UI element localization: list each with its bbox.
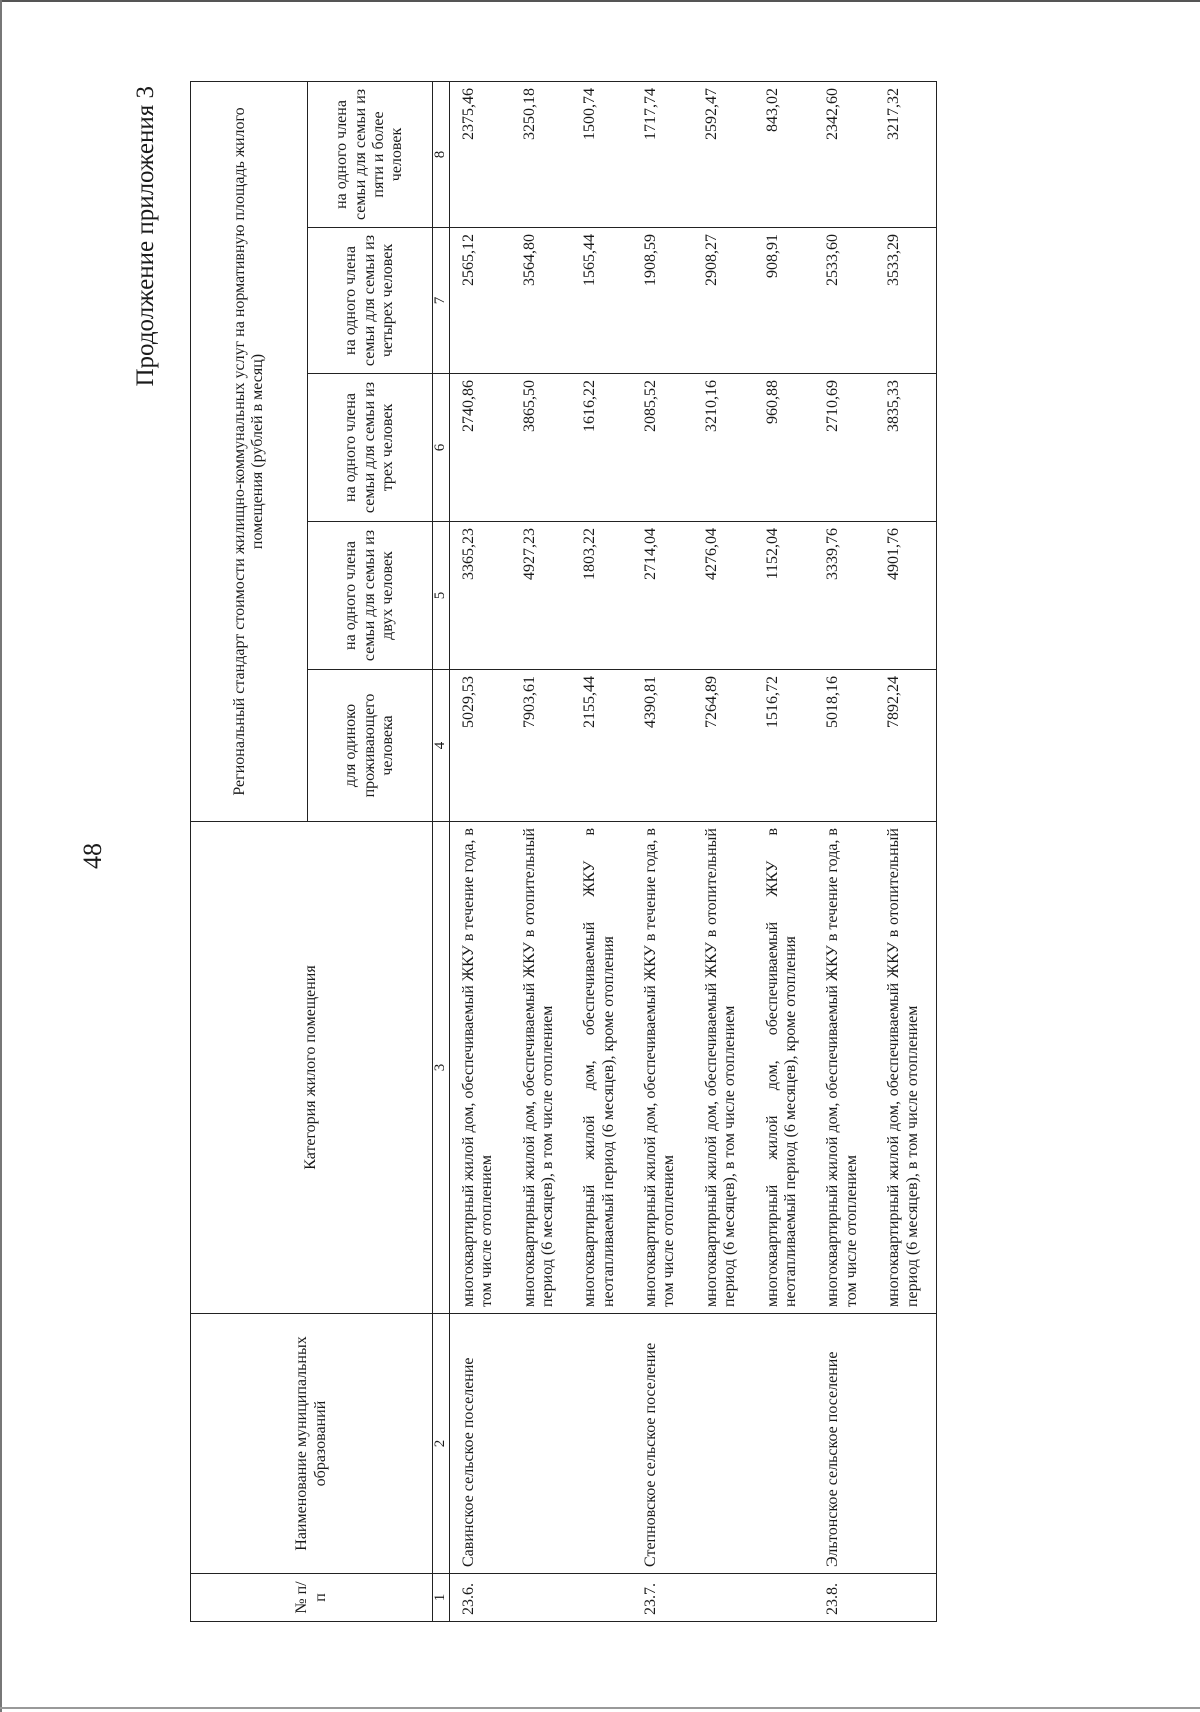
value-two: 4901,76 — [875, 522, 936, 670]
document-page — [70, 50, 1130, 1662]
row-number — [511, 1574, 572, 1622]
header-sub-three: на одного члена семьи для семьи из трех человек — [308, 374, 433, 522]
row-number — [693, 1574, 754, 1622]
value-five: 1717,74 — [632, 81, 693, 227]
table-header — [191, 81, 450, 1621]
value-single: 2155,44 — [571, 670, 632, 822]
municipality-name — [754, 1314, 815, 1574]
header-no: № п/п — [191, 1574, 433, 1622]
value-four: 1565,44 — [571, 228, 632, 374]
row-number: 23.7. — [632, 1574, 693, 1622]
table-row — [511, 81, 572, 1621]
value-four: 908,91 — [754, 228, 815, 374]
value-single: 7264,89 — [693, 670, 754, 822]
housing-category: многоквартирный жилой дом, обеспечиваемый ЖКУ в отопительный период (6 месяцев), в том числе отоплением — [511, 822, 572, 1314]
value-four: 2908,27 — [693, 228, 754, 374]
value-five: 3217,32 — [875, 81, 936, 227]
housing-category: многоквартирный жилой дом, обеспечиваемый ЖКУ в течение года, в том числе отоплением — [449, 822, 510, 1314]
page-number: 48 — [78, 843, 107, 869]
table-row — [814, 81, 875, 1621]
value-four: 3533,29 — [875, 228, 936, 374]
row-number: 23.6. — [449, 1574, 510, 1622]
value-three: 3835,33 — [875, 374, 936, 522]
col-number: 1 — [433, 1574, 450, 1622]
col-number: 5 — [433, 522, 450, 670]
housing-category: многоквартирный жилой дом, обеспечиваемый ЖКУ в течение года, в том числе отоплением — [814, 822, 875, 1314]
header-standard: Региональный стандарт стоимости жилищно-коммунальных услуг на нормативную площадь жилого помещения (рублей в месяц) — [191, 81, 308, 821]
table-row — [571, 81, 632, 1621]
scan-edge-left — [0, 0, 2, 1712]
municipality-name: Савинское сельское поселение — [449, 1314, 510, 1574]
col-number: 3 — [433, 822, 450, 1314]
header-sub-five: на одного члена семьи для семьи из пяти и более человек — [308, 81, 433, 227]
value-two: 4927,23 — [511, 522, 572, 670]
value-two: 3365,23 — [449, 522, 510, 670]
standards-table — [190, 81, 937, 1622]
table-row — [754, 81, 815, 1621]
municipality-name — [571, 1314, 632, 1574]
table-row — [875, 81, 936, 1621]
col-number: 7 — [433, 228, 450, 374]
municipality-name — [875, 1314, 936, 1574]
housing-category: многоквартирный жилой дом, обеспечиваемый ЖКУ в неотапливаемый период (6 месяцев), кроме отопления — [571, 822, 632, 1314]
value-five: 2592,47 — [693, 81, 754, 227]
value-five: 843,02 — [754, 81, 815, 227]
value-single: 5029,53 — [449, 670, 510, 822]
row-number — [571, 1574, 632, 1622]
value-five: 1500,74 — [571, 81, 632, 227]
appendix-note: Продолжение приложения 3 — [132, 86, 159, 387]
row-number — [875, 1574, 936, 1622]
municipality-name: Степновское сельское поселение — [632, 1314, 693, 1574]
col-number: 4 — [433, 670, 450, 822]
municipality-name — [693, 1314, 754, 1574]
col-number: 6 — [433, 374, 450, 522]
table-body — [449, 81, 936, 1621]
value-three: 2710,69 — [814, 374, 875, 522]
value-four: 2565,12 — [449, 228, 510, 374]
value-two: 1152,04 — [754, 522, 815, 670]
value-three: 1616,22 — [571, 374, 632, 522]
table-row — [632, 81, 693, 1621]
header-category: Категория жилого помещения — [191, 822, 433, 1314]
housing-category: многоквартирный жилой дом, обеспечиваемый ЖКУ в отопительный период (6 месяцев), в том числе отоплением — [875, 822, 936, 1314]
value-three: 960,88 — [754, 374, 815, 522]
header-municipality: Наименование муниципальных образований — [191, 1314, 433, 1574]
value-three: 3865,50 — [511, 374, 572, 522]
value-four: 3564,80 — [511, 228, 572, 374]
value-four: 1908,59 — [632, 228, 693, 374]
scan-edge-bottom — [0, 1707, 1200, 1709]
value-five: 2375,46 — [449, 81, 510, 227]
value-two: 2714,04 — [632, 522, 693, 670]
row-number: 23.8. — [814, 1574, 875, 1622]
row-number — [754, 1574, 815, 1622]
col-number: 2 — [433, 1314, 450, 1574]
value-three: 2740,86 — [449, 374, 510, 522]
value-single: 7903,61 — [511, 670, 572, 822]
value-two: 3339,76 — [814, 522, 875, 670]
value-single: 5018,16 — [814, 670, 875, 822]
municipality-name: Эльтонское сельское поселение — [814, 1314, 875, 1574]
value-five: 2342,60 — [814, 81, 875, 227]
value-four: 2533,60 — [814, 228, 875, 374]
value-single: 1516,72 — [754, 670, 815, 822]
table-row — [449, 81, 510, 1621]
scan-edge-top — [0, 0, 1200, 2]
header-sub-two: на одного члена семьи для семьи из двух человек — [308, 522, 433, 670]
value-single: 4390,81 — [632, 670, 693, 822]
housing-category: многоквартирный жилой дом, обеспечиваемый ЖКУ в неотапливаемый период (6 месяцев), кроме отопления — [754, 822, 815, 1314]
value-three: 3210,16 — [693, 374, 754, 522]
header-sub-single: для одиноко проживающего человека — [308, 670, 433, 822]
col-number: 8 — [433, 81, 450, 227]
value-five: 3250,18 — [511, 81, 572, 227]
value-two: 1803,22 — [571, 522, 632, 670]
municipality-name — [511, 1314, 572, 1574]
value-three: 2085,52 — [632, 374, 693, 522]
housing-category: многоквартирный жилой дом, обеспечиваемый ЖКУ в отопительный период (6 месяцев), в том числе отоплением — [693, 822, 754, 1314]
table-row — [693, 81, 754, 1621]
header-sub-four: на одного члена семьи для семьи из четырех человек — [308, 228, 433, 374]
value-two: 4276,04 — [693, 522, 754, 670]
housing-category: многоквартирный жилой дом, обеспечиваемый ЖКУ в течение года, в том числе отоплением — [632, 822, 693, 1314]
value-single: 7892,24 — [875, 670, 936, 822]
